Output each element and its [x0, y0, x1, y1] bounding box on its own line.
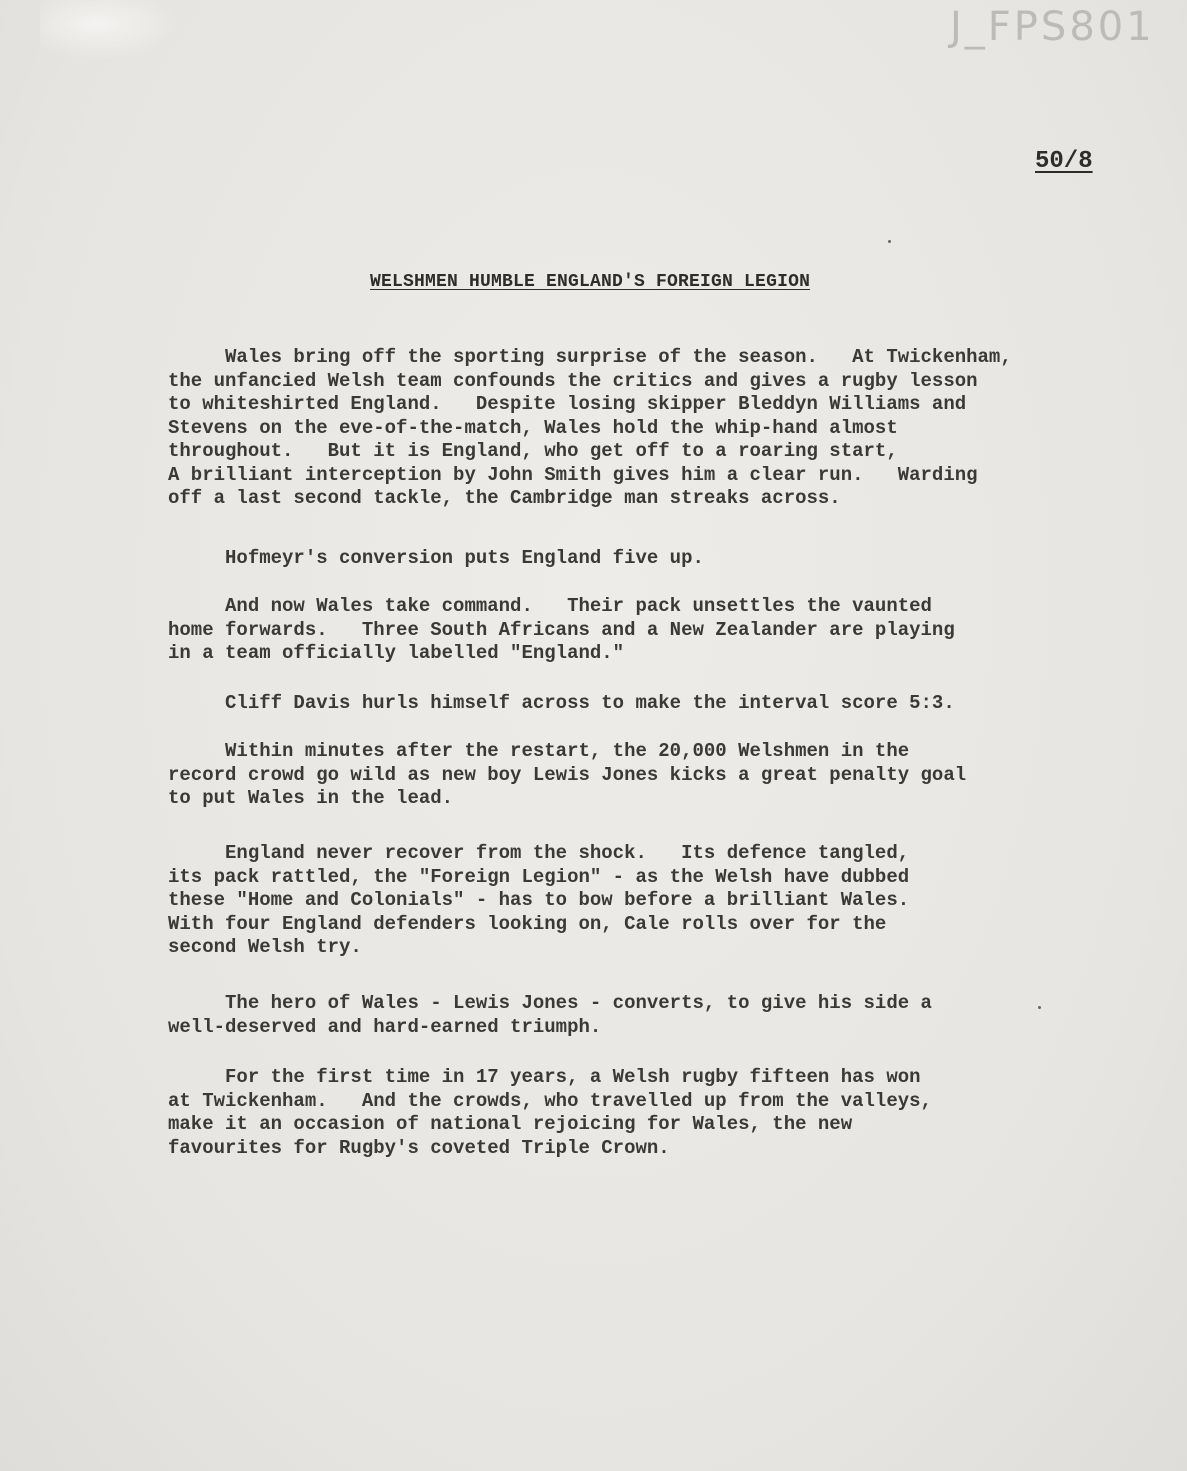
page-number: 50/8: [1035, 148, 1093, 175]
text-line: at Twickenham. And the crowds, who travelled up from the valleys,: [168, 1089, 932, 1112]
text-line: And now Wales take command. Their pack unsettles the vaunted: [168, 595, 932, 617]
text-line: The hero of Wales - Lewis Jones - converts, to give his side a: [168, 992, 932, 1014]
text-line: For the first time in 17 years, a Welsh rugby fifteen has won: [168, 1066, 921, 1088]
paragraph-5: [168, 740, 1068, 811]
text-line: the unfancied Welsh team confounds the critics and gives a rugby lesson: [168, 369, 978, 392]
text-line: home forwards. Three South Africans and a New Zealander are playing: [168, 618, 955, 641]
speck-mark: [1038, 1006, 1041, 1009]
archive-reference-mark: J_FPS801: [950, 4, 1155, 50]
text-line: Cliff Davis hurls himself across to make the interval score 5:3.: [168, 692, 955, 714]
paragraph-8: [168, 1066, 1068, 1160]
paragraph-1: [168, 346, 1068, 511]
paragraph-4: [168, 692, 1068, 716]
text-line: With four England defenders looking on, Cale rolls over for the: [168, 912, 887, 935]
text-line: make it an occasion of national rejoicing for Wales, the new: [168, 1113, 853, 1135]
paragraph-3: [168, 595, 1068, 666]
text-line: these "Home and Colonials" - has to bow before a brilliant Wales.: [168, 889, 910, 911]
text-line: well-deserved and hard-earned triumph.: [168, 1015, 602, 1038]
paragraph-6: [168, 842, 1068, 960]
text-line: to whiteshirted England. Despite losing skipper Bleddyn Williams and: [168, 393, 967, 415]
text-line: England never recover from the shock. Its defence tangled,: [168, 842, 910, 864]
text-line: second Welsh try.: [168, 936, 362, 958]
text-line: throughout. But it is England, who get off to a roaring start,: [168, 440, 898, 462]
text-line: A brilliant interception by John Smith gives him a clear run. Warding: [168, 463, 978, 486]
text-line: record crowd go wild as new boy Lewis Jones kicks a great penalty goal: [168, 763, 967, 786]
headline: WELSHMEN HUMBLE ENGLAND'S FOREIGN LEGION: [370, 272, 811, 292]
text-line: in a team officially labelled "England.": [168, 642, 625, 664]
text-line: off a last second tackle, the Cambridge man streaks across.: [168, 487, 841, 509]
text-line: favourites for Rugby's coveted Triple Crown.: [168, 1136, 670, 1159]
paragraph-2: [168, 547, 1068, 571]
text-line: Hofmeyr's conversion puts England five up.: [168, 547, 704, 569]
paper-smudge: [40, 0, 180, 60]
text-line: Stevens on the eve-of-the-match, Wales hold the whip-hand almost: [168, 416, 898, 439]
paragraph-7: [168, 992, 1068, 1039]
text-line: to put Wales in the lead.: [168, 787, 454, 809]
text-line: its pack rattled, the "Foreign Legion" - as the Welsh have dubbed: [168, 865, 910, 888]
speck-mark: [888, 240, 891, 243]
text-line: Wales bring off the sporting surprise of the season. At Twickenham,: [168, 346, 1012, 368]
text-line: Within minutes after the restart, the 20,000 Welshmen in the: [168, 740, 910, 762]
